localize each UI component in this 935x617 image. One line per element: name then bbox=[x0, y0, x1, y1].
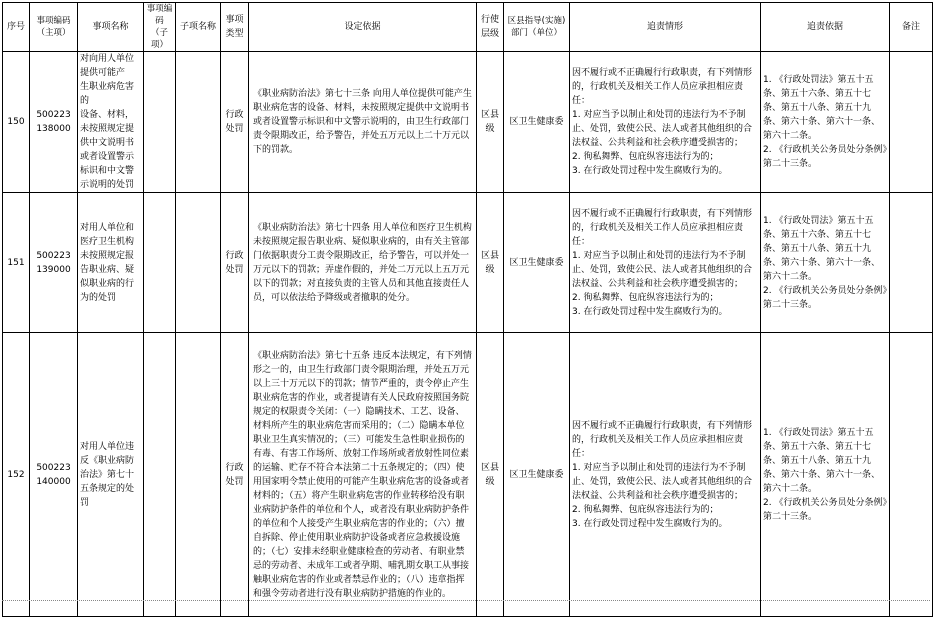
table-header-row bbox=[3, 3, 933, 52]
row-sub-name bbox=[176, 333, 221, 617]
row-department: 区卫生健康委 bbox=[504, 193, 570, 333]
header-level: 行使 层级 bbox=[477, 3, 504, 52]
header-accountability-basis: 追责依据 bbox=[761, 3, 890, 52]
header-seq: 序号 bbox=[3, 3, 30, 52]
row-accountability-basis: 1. 《行政处罚法》第五十五条、第五十六条、第五十七条、第五十八条、第五十九条、第六十条、第六十一条、第六十二条。 2. 《行政机关公务员处分条例》第二十三条。 bbox=[761, 52, 890, 193]
row-name: 对向用人单位 提供可能产 生职业病危害的 设备、材料， 未按照规定提 供中文说明书 或者设置警示 标识和中文警 示说明的处罚 bbox=[78, 52, 144, 193]
header-item-code-main: 事项编码 （主项） bbox=[30, 3, 78, 52]
row-accountability-basis: 1. 《行政处罚法》第五十五条、第五十六条、第五十七条、第五十八条、第五十九条、第六十条、第六十一条、第六十二条。 2. 《行政机关公务员处分条例》第二十三条。 bbox=[761, 333, 890, 617]
row-department: 区卫生健康委 bbox=[504, 52, 570, 193]
header-item-name: 事项名称 bbox=[78, 3, 144, 52]
page-break-line bbox=[2, 600, 930, 601]
header-item-code-sub: 事项编码 （子项） bbox=[144, 3, 176, 52]
row-remark bbox=[890, 52, 933, 193]
row-level: 区县 级 bbox=[477, 333, 504, 617]
row-name: 对用人单位和 医疗卫生机构 未按照规定报 告职业病、疑 似职业病的行 为的处罚 bbox=[78, 193, 144, 333]
header-department: 区县指导(实施) 部门（单位） bbox=[504, 3, 570, 52]
row-accountability: 因不履行或不正确履行行政职责，有下列情形的，行政机关及相关工作人员应承担相应责任： 1. 对应当予以制止和处罚的违法行为不予制止、处罚，致使公民、法人或者其他组织的合法权益、公共利益和社会秩序遭受损害的； 2. 徇私舞弊、包庇纵容违法行为的； 3. 在行政处罚过程中发生腐败行为的。 bbox=[570, 52, 761, 193]
header-sub-item-name: 子项名称 bbox=[176, 3, 221, 52]
table-row bbox=[3, 193, 933, 333]
row-basis: 《职业病防治法》第七十五条 违反本法规定，有下列情形之一的，由卫生行政部门责令限期治理，并处五万元以上三十万元以下的罚款；情节严重的，责令停止产生职业病危害的作业，或者提请有关人民政府按照国务院规定的权限责令关闭：（一）隐瞒技术、工艺、设备、材料所产生的职业病危害而采用的；（二）隐瞒本单位职业卫生真实情况的；（三）可能发生急性职业损伤的有毒、有害工作场所、放射工作场所或者放射性同位素的运输、贮存不符合本法第二十五条规定的；（四）使用国家明令禁止使用的可能产生职业病危害的设备或者材料的；（五）将产生职业病危害的作业转移给没有职业病防护条件的单位和个人，或者没有职业病防护条件的单位和个人接受产生职业病危害的作业的；（六）擅自拆除、停止使用职业病防护设备或者应急救援设施的；（七）安排未经职业健康检查的劳动者、有职业禁忌的劳动者、未成年工或者孕期、哺乳期女职工从事接触职业病危害的作业或者禁忌作业的；（八）违章指挥和强令劳动者进行没有职业病防护措施的作业的。 bbox=[249, 333, 477, 617]
row-sub-code bbox=[144, 52, 176, 193]
row-type: 行政 处罚 bbox=[221, 333, 249, 617]
power-list-table bbox=[2, 2, 933, 617]
row-basis: 《职业病防治法》第七十三条 向用人单位提供可能产生职业病危害的设备、材料，未按照规定提供中文说明书或者设置警示标识和中文警示说明的，由卫生行政部门责令限期改正，给予警告，并处五万元以上二十万元以下的罚款。 bbox=[249, 52, 477, 193]
header-item-type: 事项 类型 bbox=[221, 3, 249, 52]
row-sub-code bbox=[144, 333, 176, 617]
row-code: 500223 140000 bbox=[30, 333, 78, 617]
row-department: 区卫生健康委 bbox=[504, 333, 570, 617]
row-remark bbox=[890, 333, 933, 617]
row-seq: 150 bbox=[3, 52, 30, 193]
row-remark bbox=[890, 193, 933, 333]
header-accountability: 追责情形 bbox=[570, 3, 761, 52]
header-basis: 设定依据 bbox=[249, 3, 477, 52]
row-name: 对用人单位违 反《职业病防 治法》第七十 五条规定的处 罚 bbox=[78, 333, 144, 617]
row-type: 行政 处罚 bbox=[221, 193, 249, 333]
row-sub-code bbox=[144, 193, 176, 333]
row-type: 行政 处罚 bbox=[221, 52, 249, 193]
row-accountability: 因不履行或不正确履行行政职责，有下列情形的，行政机关及相关工作人员应承担相应责任： 1. 对应当予以制止和处罚的违法行为不予制止、处罚，致使公民、法人或者其他组织的合法权益、公共利益和社会秩序遭受损害的； 2. 徇私舞弊、包庇纵容违法行为的； 3. 在行政处罚过程中发生腐败行为的。 bbox=[570, 333, 761, 617]
row-seq: 152 bbox=[3, 333, 30, 617]
header-remark: 备注 bbox=[890, 3, 933, 52]
row-sub-name bbox=[176, 52, 221, 193]
row-level: 区县 级 bbox=[477, 52, 504, 193]
row-code: 500223 138000 bbox=[30, 52, 78, 193]
row-accountability-basis: 1. 《行政处罚法》第五十五条、第五十六条、第五十七条、第五十八条、第五十九条、第六十条、第六十一条、第六十二条。 2. 《行政机关公务员处分条例》第二十三条。 bbox=[761, 193, 890, 333]
row-basis: 《职业病防治法》第七十四条 用人单位和医疗卫生机构未按照规定报告职业病、疑似职业病的，由有关主管部门依据职责分工责令限期改正，给予警告，可以并处一万元以下的罚款；弄虚作假的，并处二万元以上五万元以下的罚款；对直接负责的主管人员和其他直接责任人员，可以依法给予降级或者撤职的处分。 bbox=[249, 193, 477, 333]
table-row bbox=[3, 52, 933, 193]
row-level: 区县 级 bbox=[477, 193, 504, 333]
row-seq: 151 bbox=[3, 193, 30, 333]
row-sub-name bbox=[176, 193, 221, 333]
row-accountability: 因不履行或不正确履行行政职责，有下列情形的，行政机关及相关工作人员应承担相应责任： 1. 对应当予以制止和处罚的违法行为不予制止、处罚，致使公民、法人或者其他组织的合法权益、公共利益和社会秩序遭受损害的； 2. 徇私舞弊、包庇纵容违法行为的； 3. 在行政处罚过程中发生腐败行为的。 bbox=[570, 193, 761, 333]
row-code: 500223 139000 bbox=[30, 193, 78, 333]
table-row bbox=[3, 333, 933, 617]
